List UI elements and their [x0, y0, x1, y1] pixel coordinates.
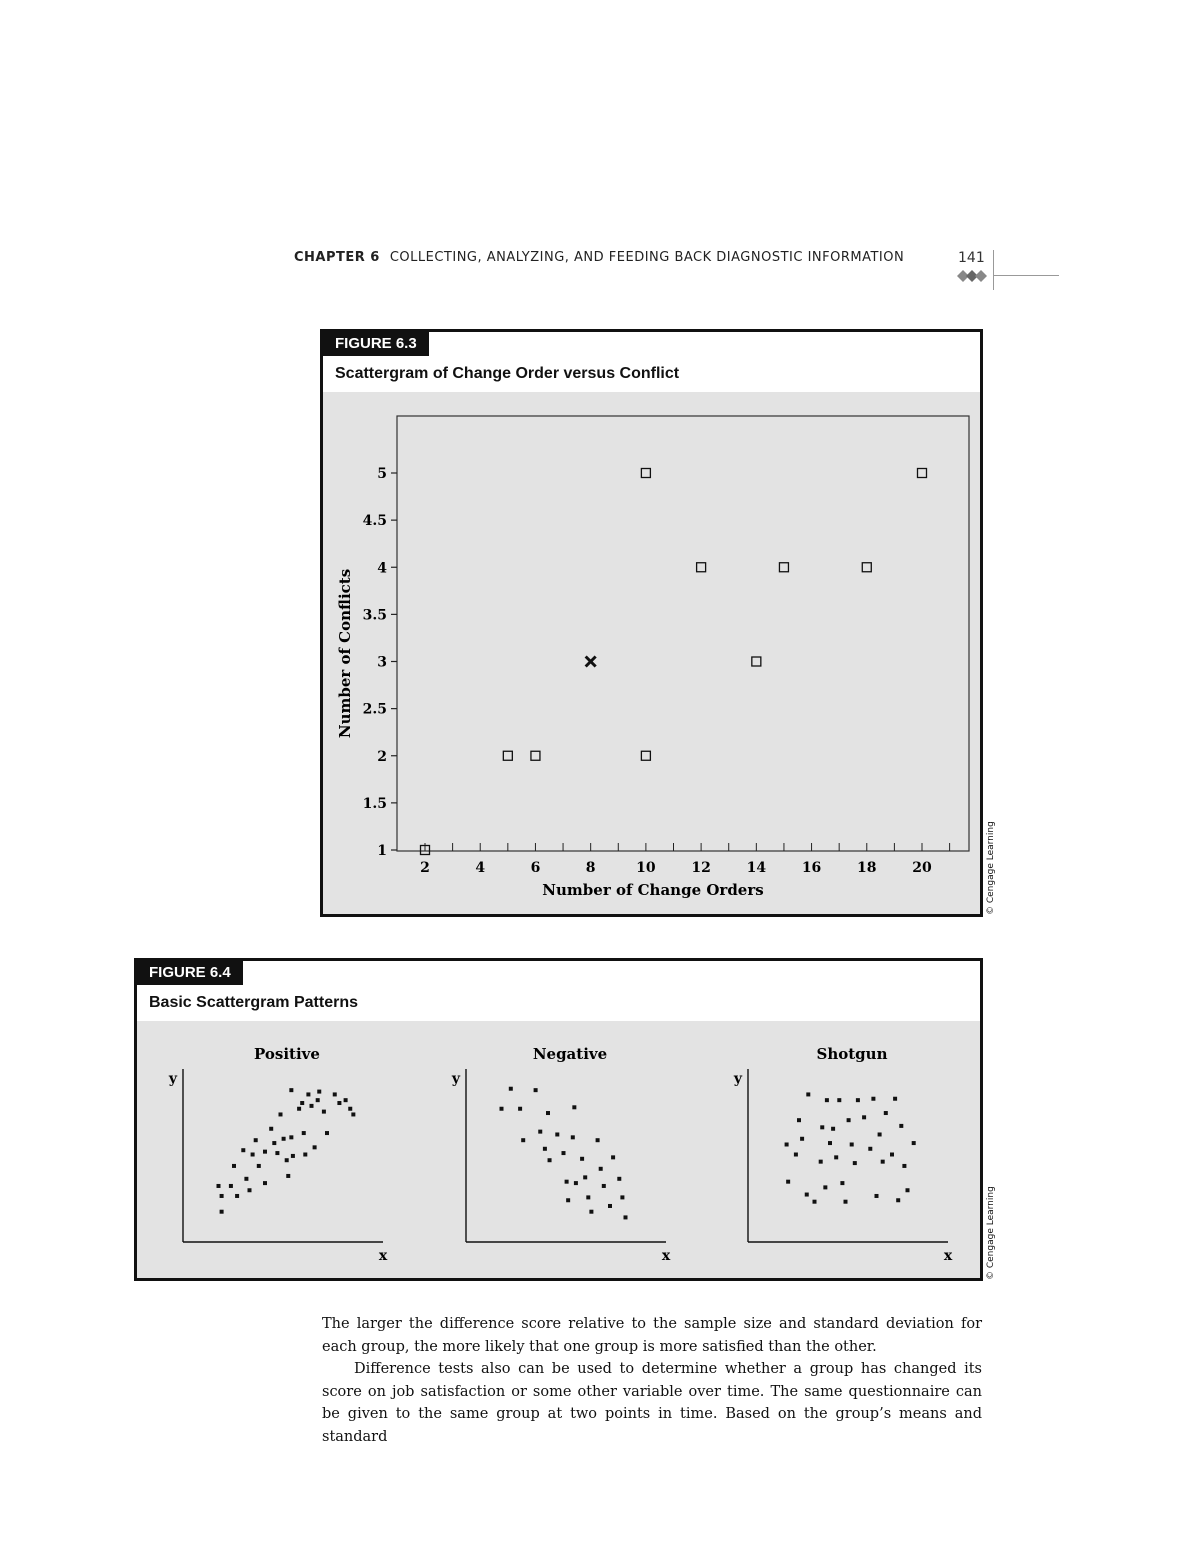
data-point-dot	[624, 1215, 628, 1219]
data-point-dot	[325, 1131, 329, 1135]
data-point-square	[862, 563, 871, 572]
x-tick-label: 2	[420, 860, 430, 876]
data-point-dot	[254, 1138, 258, 1142]
data-point-dot	[313, 1145, 317, 1149]
data-point-dot	[899, 1124, 903, 1128]
data-point-dot	[571, 1135, 575, 1139]
data-point-dot	[813, 1200, 817, 1204]
data-point-dot	[856, 1098, 860, 1102]
x-tick-label: 6	[530, 860, 541, 876]
paragraph-2: Difference tests also can be used to determine whether a group has changed its score on job satisfaction or some other variable over time. The same questionnaire can be given to the same group at two points in time. Based on the group’s means and standard	[322, 1361, 982, 1445]
figure-6-3-credit: © Cengage Learning	[986, 821, 996, 915]
data-point-dot	[565, 1180, 569, 1184]
y-tick-label: 3	[377, 654, 387, 671]
data-point-dot	[617, 1177, 621, 1181]
figure-6-4-credit: © Cengage Learning	[986, 1186, 996, 1280]
data-point-dot	[566, 1198, 570, 1202]
data-point-dot	[596, 1138, 600, 1142]
y-tick-label: 3.5	[362, 607, 387, 624]
data-point-dot	[275, 1151, 279, 1155]
plot-frame	[397, 416, 969, 851]
scatter-panel-shotgun	[733, 1045, 953, 1264]
diamond-ornament-icon	[955, 268, 995, 284]
data-point-dot	[300, 1101, 304, 1105]
data-point-dot	[805, 1193, 809, 1197]
data-point-dot	[543, 1147, 547, 1151]
data-point-square	[752, 657, 761, 666]
chapter-number: CHAPTER 6	[294, 250, 380, 265]
data-point-dot	[868, 1147, 872, 1151]
y-axis-label: Number of Conflicts	[336, 568, 354, 739]
data-point-dot	[825, 1098, 829, 1102]
data-point-square	[641, 751, 650, 760]
scatter-panel-positive	[168, 1045, 388, 1264]
data-point-dot	[220, 1210, 224, 1214]
data-point-dot	[847, 1118, 851, 1122]
figure-6-4-label: FIGURE 6.4	[137, 961, 243, 985]
data-point-dot	[823, 1185, 827, 1189]
x-tick-label: 20	[912, 860, 932, 876]
data-point-dot	[893, 1097, 897, 1101]
x-tick-label: 16	[801, 860, 822, 876]
data-point-square	[531, 751, 540, 760]
data-point-square	[779, 563, 788, 572]
data-point-dot	[797, 1118, 801, 1122]
data-point-dot	[232, 1164, 236, 1168]
data-point-dot	[509, 1087, 513, 1091]
panel-x-label: x	[661, 1248, 671, 1264]
data-point-dot	[534, 1088, 538, 1092]
data-point-dot	[351, 1112, 355, 1116]
data-point-dot	[269, 1127, 273, 1131]
data-point-dot	[878, 1132, 882, 1136]
data-point-dot	[794, 1153, 798, 1157]
panel-title: Shotgun	[816, 1045, 888, 1063]
data-point-dot	[912, 1141, 916, 1145]
figure-6-3-title: Scattergram of Change Order versus Conflict	[335, 365, 680, 382]
data-point-dot	[263, 1181, 267, 1185]
data-point-square	[641, 469, 650, 478]
running-head	[294, 250, 904, 265]
data-point-dot	[786, 1180, 790, 1184]
data-point-dot	[820, 1125, 824, 1129]
panel-x-label: x	[378, 1248, 388, 1264]
data-point-dot	[896, 1198, 900, 1202]
y-tick-label: 1.5	[362, 795, 387, 812]
x-tick-label: 12	[691, 860, 711, 876]
data-point-dot	[548, 1158, 552, 1162]
data-point-dot	[586, 1195, 590, 1199]
data-point-dot	[251, 1153, 255, 1157]
data-point-dot	[229, 1184, 233, 1188]
data-point-dot	[306, 1092, 310, 1096]
y-tick-label: 2.5	[362, 701, 387, 718]
data-point-dot	[518, 1107, 522, 1111]
data-point-dot	[583, 1175, 587, 1179]
data-point-dot	[248, 1188, 252, 1192]
panel-y-label: y	[733, 1071, 743, 1087]
x-tick-label: 18	[857, 860, 877, 876]
x-tick-label: 8	[585, 860, 596, 876]
data-point-square	[918, 469, 927, 478]
data-point-dot	[322, 1110, 326, 1114]
data-point-dot	[620, 1195, 624, 1199]
y-tick-label: 1	[377, 843, 387, 859]
figure-6-4-header	[137, 961, 980, 1021]
data-point-dot	[589, 1210, 593, 1214]
data-point-dot	[906, 1188, 910, 1192]
data-point-dot	[828, 1141, 832, 1145]
data-point-dot	[602, 1184, 606, 1188]
data-point-dot	[831, 1127, 835, 1131]
scatter-panel-negative	[451, 1045, 671, 1264]
data-point-dot	[297, 1107, 301, 1111]
data-point-x	[586, 657, 596, 667]
y-tick-label: 5	[377, 466, 387, 482]
paragraph-1: The larger the difference score relative to the sample size and standard deviation for each group, the more likely that one group is more satisfied than the other.	[322, 1316, 982, 1355]
data-point-dot	[303, 1153, 307, 1157]
data-point-dot	[853, 1161, 857, 1165]
data-point-square	[697, 563, 706, 572]
data-point-dot	[871, 1097, 875, 1101]
data-point-dot	[599, 1167, 603, 1171]
data-point-dot	[890, 1153, 894, 1157]
data-point-dot	[608, 1204, 612, 1208]
figure-6-4-chart	[137, 1021, 980, 1278]
y-tick-label: 2	[377, 748, 387, 765]
data-point-dot	[310, 1104, 314, 1108]
data-point-dot	[257, 1164, 261, 1168]
data-point-dot	[263, 1150, 267, 1154]
figure-6-3-header	[323, 332, 980, 392]
data-point-dot	[220, 1194, 224, 1198]
data-point-dot	[286, 1174, 290, 1178]
data-point-dot	[316, 1098, 320, 1102]
figure-6-3-label: FIGURE 6.3	[323, 332, 429, 356]
panel-title: Negative	[532, 1045, 608, 1063]
data-point-dot	[302, 1131, 306, 1135]
data-point-dot	[241, 1148, 245, 1152]
data-point-dot	[546, 1111, 550, 1115]
data-point-dot	[837, 1098, 841, 1102]
x-axis-label: Number of Change Orders	[542, 881, 764, 899]
data-point-dot	[289, 1135, 293, 1139]
y-tick-label: 4	[377, 560, 387, 577]
data-point-dot	[521, 1138, 525, 1142]
data-point-dot	[884, 1111, 888, 1115]
data-point-dot	[289, 1088, 293, 1092]
data-point-dot	[279, 1112, 283, 1116]
data-point-dot	[834, 1155, 838, 1159]
data-point-dot	[844, 1200, 848, 1204]
panel-title: Positive	[254, 1045, 320, 1063]
data-point-square	[503, 751, 512, 760]
data-point-dot	[875, 1194, 879, 1198]
data-point-dot	[291, 1154, 295, 1158]
data-point-dot	[580, 1157, 584, 1161]
panel-y-label: y	[451, 1071, 461, 1087]
data-point-dot	[555, 1132, 559, 1136]
data-point-dot	[285, 1158, 289, 1162]
data-point-dot	[806, 1092, 810, 1096]
data-point-dot	[348, 1107, 352, 1111]
data-point-dot	[819, 1160, 823, 1164]
figure-6-3-chart	[323, 392, 980, 914]
header-rule	[993, 275, 1059, 276]
data-point-dot	[272, 1141, 276, 1145]
data-point-dot	[333, 1092, 337, 1096]
data-point-dot	[881, 1160, 885, 1164]
data-point-dot	[850, 1142, 854, 1146]
x-tick-label: 10	[636, 860, 656, 876]
data-point-dot	[611, 1155, 615, 1159]
body-text	[322, 1313, 982, 1448]
data-point-dot	[282, 1137, 286, 1141]
x-tick-label: 4	[475, 860, 486, 876]
figure-6-4-title: Basic Scattergram Patterns	[149, 994, 358, 1011]
data-point-dot	[337, 1101, 341, 1105]
figure-6-4	[134, 958, 983, 1281]
figure-6-3	[320, 329, 983, 917]
data-point-dot	[562, 1151, 566, 1155]
data-point-dot	[572, 1105, 576, 1109]
data-point-dot	[840, 1181, 844, 1185]
data-point-dot	[862, 1115, 866, 1119]
data-point-dot	[317, 1090, 321, 1094]
panel-y-label: y	[168, 1071, 178, 1087]
y-tick-label: 4.5	[362, 513, 387, 530]
data-point-dot	[244, 1177, 248, 1181]
chapter-title: COLLECTING, ANALYZING, AND FEEDING BACK DIAGNOSTIC INFORMATION	[389, 250, 905, 265]
page-number: 141	[958, 250, 985, 266]
data-point-dot	[500, 1107, 504, 1111]
data-point-dot	[574, 1181, 578, 1185]
data-point-dot	[344, 1098, 348, 1102]
data-point-dot	[538, 1130, 542, 1134]
data-point-dot	[217, 1184, 221, 1188]
data-point-dot	[785, 1142, 789, 1146]
data-point-dot	[800, 1137, 804, 1141]
data-point-dot	[902, 1164, 906, 1168]
panel-x-label: x	[943, 1248, 953, 1264]
x-tick-label: 14	[746, 860, 767, 876]
data-point-dot	[235, 1194, 239, 1198]
